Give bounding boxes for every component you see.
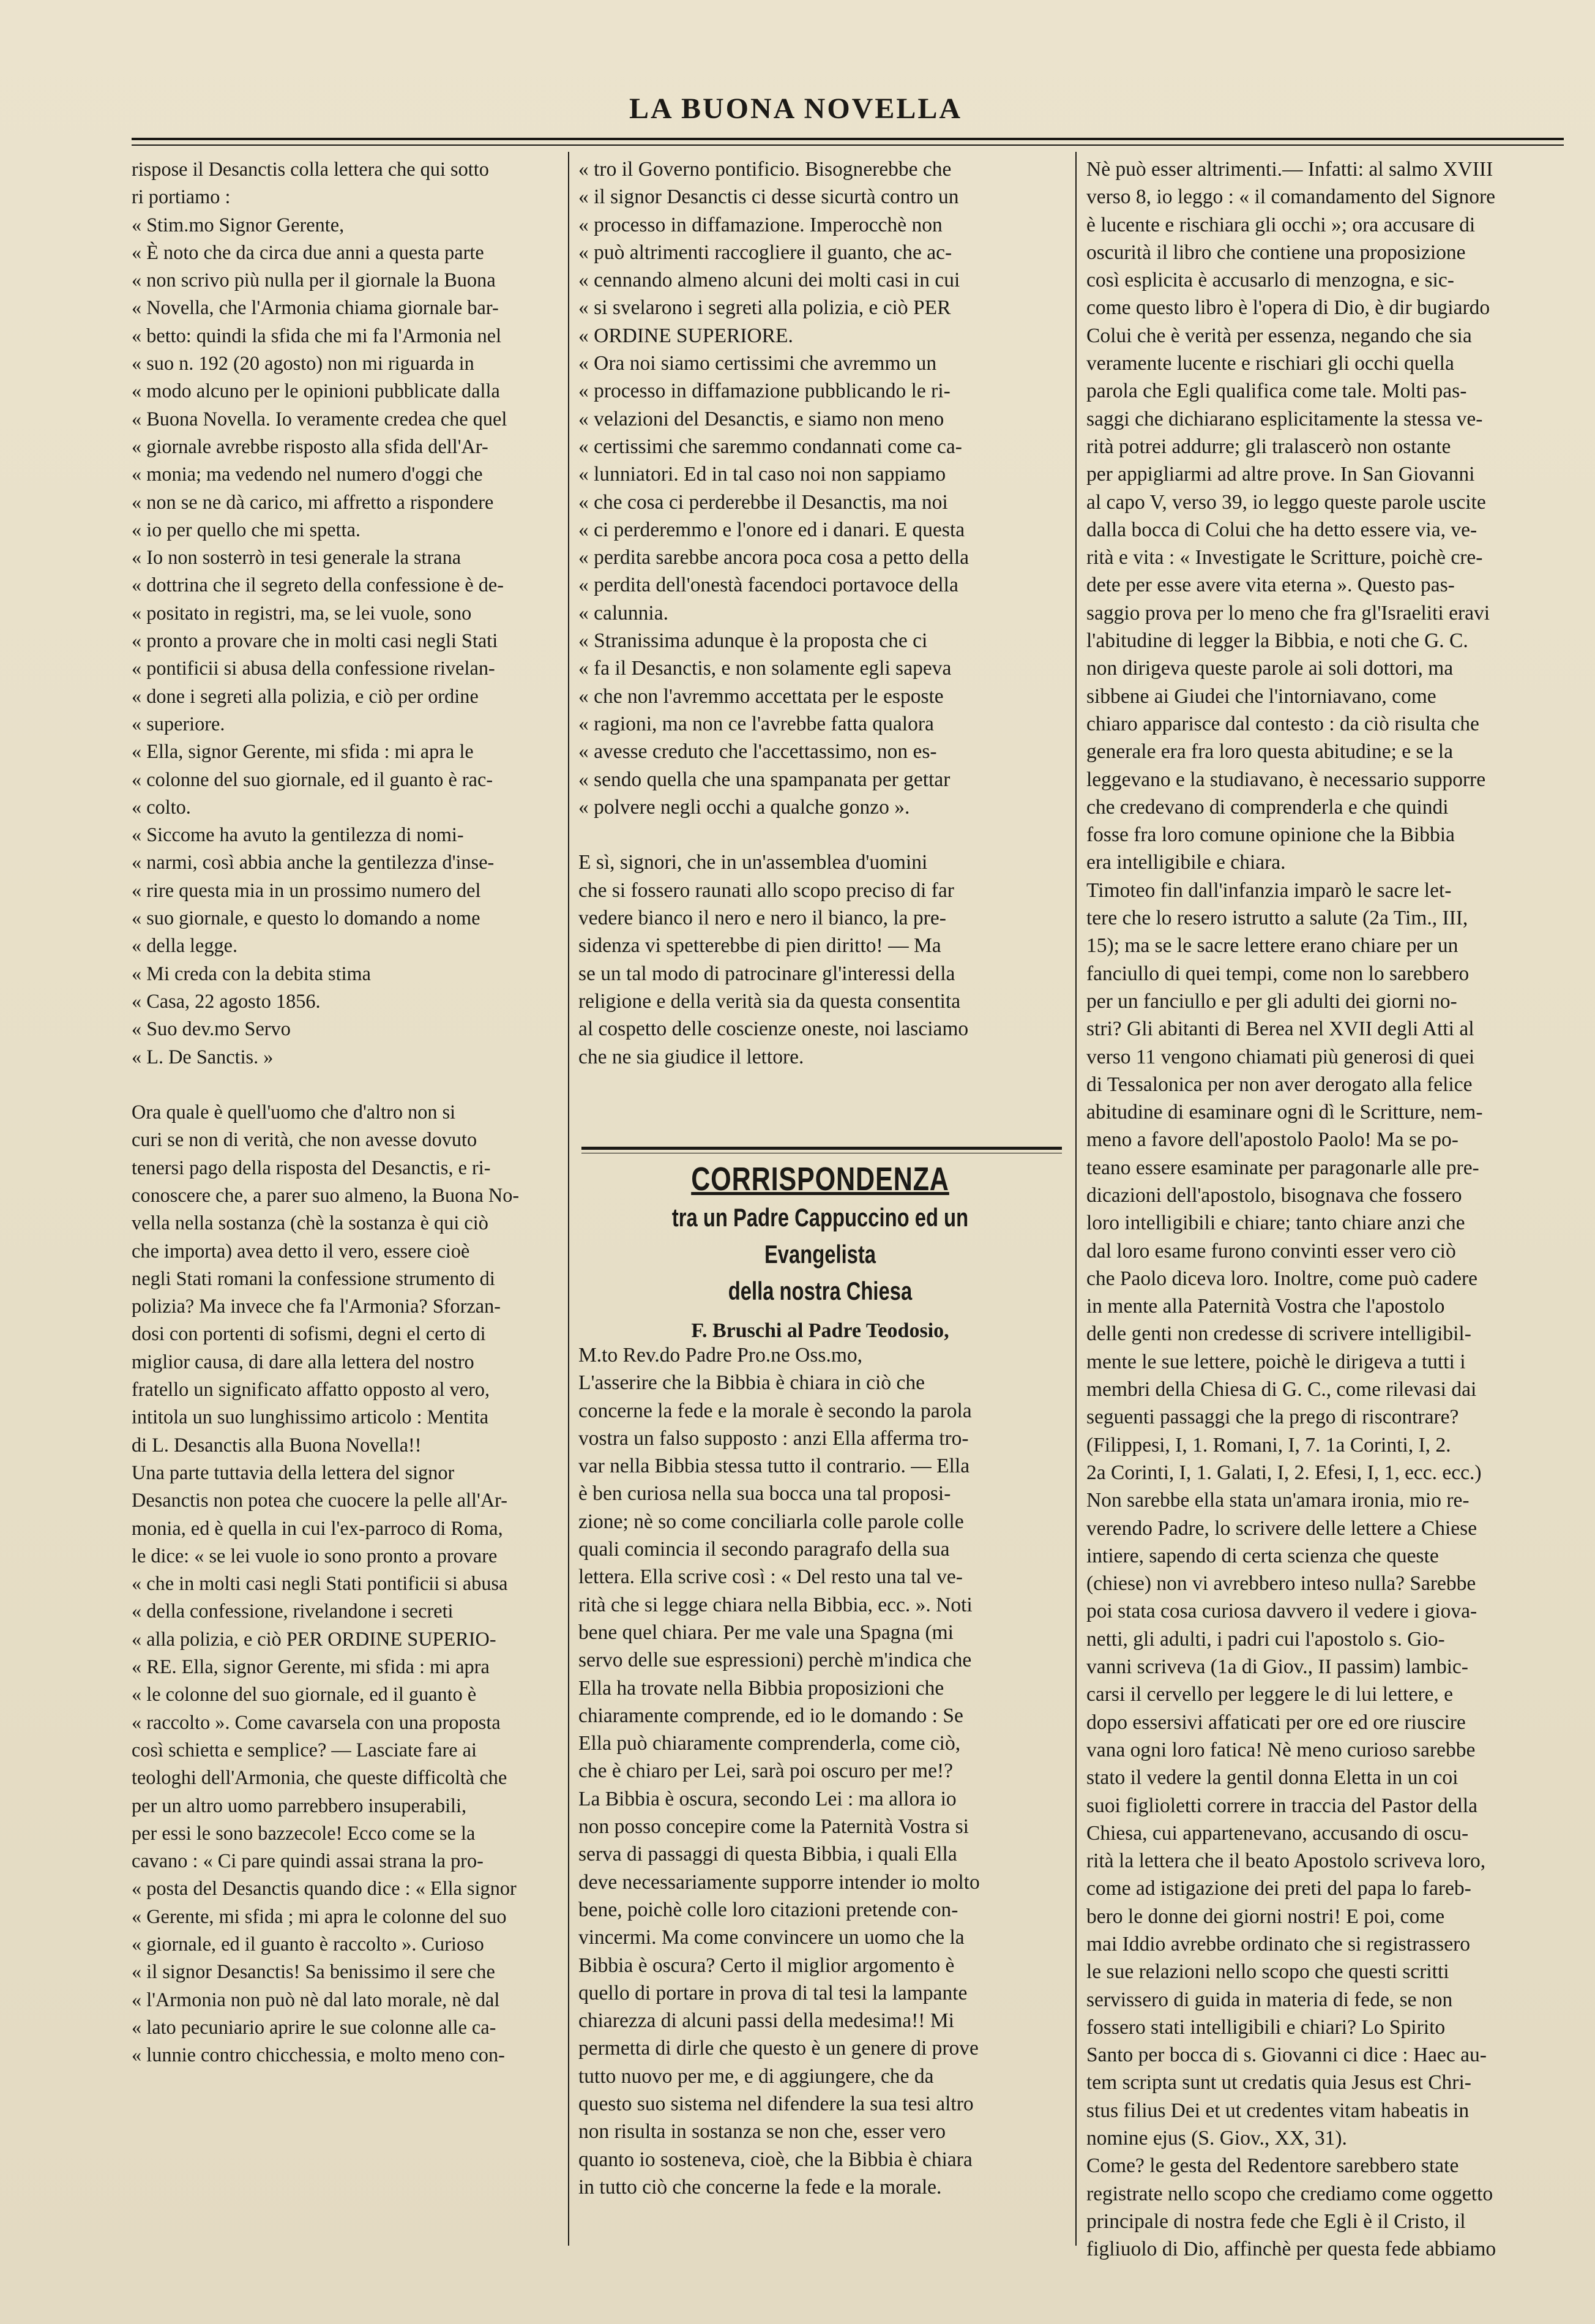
text-line: Ora quale è quell'uomo che d'altro non si (132, 1101, 456, 1123)
text-line: « certissimi che saremmo condannati come ca- (578, 435, 962, 458)
letter-heading: F. Bruschi al Padre Teodosio, (691, 1319, 949, 1342)
section-rule (581, 1147, 1062, 1150)
text-line: « colonne del suo giornale, ed il guanto è rac- (132, 768, 493, 790)
text-line: dete per esse avere vita eterna ». Questo pas- (1086, 574, 1455, 597)
text-line: di L. Desanctis alla Buona Novella!! (132, 1433, 422, 1456)
text-line: meno a favore dell'apostolo Paolo! Ma se po- (1086, 1128, 1459, 1152)
text-line: figliuolo di Dio, affinchè per questa fede abbiamo (1086, 2238, 1496, 2261)
text-line: le dice: « se lei vuole io sono pronto a provare (132, 1544, 498, 1567)
text-line: « done i segreti alla polizia, e ciò per ordine (132, 684, 479, 707)
text-line: « modo alcuno per le opinioni pubblicate dalla (132, 380, 500, 402)
text-line: carsi il cervello per leggere le di lui lettere, e (1086, 1683, 1453, 1706)
text-line: Ella può chiaramente comprenderla, come ciò, (578, 1732, 961, 1755)
text-line: miglior causa, di dare alla lettera del nostro (132, 1350, 474, 1373)
text-line: vostra un falso supposto : anzi Ella afferma tro- (578, 1426, 969, 1450)
text-line: intitola un suo lunghissimo articolo : Mentita (132, 1406, 489, 1428)
text-line: « monia; ma vedendo nel numero d'oggi che (132, 463, 483, 485)
text-line: chiaro apparisce dal contesto : da ciò risulta che (1086, 712, 1479, 735)
text-line: come questo libro è l'opera di Dio, è dir bugiardo (1086, 296, 1490, 320)
text-line: quanto io sosteneva, cioè, che la Bibbia è chiara (578, 2148, 973, 2171)
text-line: verso 8, io leggo : « il comandamento del Signore (1086, 186, 1496, 209)
text-line: come ad istigazione dei preti del papa lo fareb- (1086, 1877, 1471, 1900)
text-line: « Ella, signor Gerente, mi sfida : mi apra le (132, 740, 474, 763)
text-line: intiere, sapendo di certa scienza che queste (1086, 1544, 1439, 1567)
text-line: Una parte tuttavia della lettera del signor (132, 1461, 455, 1483)
text-line: « lunnie contro chicchessia, e molto meno con- (132, 2044, 505, 2066)
text-line: polizia? Ma invece che fa l'Armonia? Sforzan- (132, 1295, 501, 1318)
text-line: dopo essersivi affaticati per ore ed ore riuscire (1086, 1711, 1466, 1734)
text-line: « velazioni del Desanctis, e siamo non meno (578, 407, 944, 430)
text-line: « cennando almeno alcuni dei molti casi in cui (578, 269, 960, 292)
text-line: oscurità il libro che contiene una proposizione (1086, 241, 1466, 264)
text-line: serva di passaggi di questa Bibbia, i quali Ella (578, 1843, 957, 1866)
text-line: (Filippesi, I, 1. Romani, I, 7. 1a Corinti, I, 2. (1086, 1433, 1451, 1456)
text-line: Non sarebbe ella stata un'amara ironia, mio re- (1086, 1489, 1470, 1512)
text-line: « È noto che da circa due anni a questa parte (132, 241, 484, 263)
text-line: abitudine di esaminare ogni dì le Scritture, nem- (1086, 1101, 1483, 1124)
text-line: teologhi dell'Armonia, che queste difficoltà che (132, 1766, 507, 1789)
text-line: loro intelligibili e chiare; tanto chiare anzi che (1086, 1212, 1465, 1235)
text-line: E sì, signori, che in un'assemblea d'uomini (578, 851, 928, 874)
text-line: « superiore. (132, 712, 225, 735)
text-line: « si svelarono i segreti alla polizia, e ciò PER (578, 296, 951, 320)
text-line: « sendo quella che una spampanata per gettar (578, 768, 951, 791)
text-line: tem scripta sunt ut credatis quia Jesus est Chri- (1086, 2071, 1471, 2094)
text-line: Desanctis non potea che cuocere la pelle all'Ar- (132, 1489, 508, 1512)
text-line: 15); ma se le sacre lettere erano chiare per un (1086, 934, 1459, 958)
text-line: ri portiamo : (132, 186, 231, 208)
text-line: leggevano e la studiavano, è necessario supporre (1086, 768, 1486, 791)
text-line: « Gerente, mi sfida ; mi apra le colonne del suo (132, 1905, 507, 1927)
text-line: « RE. Ella, signor Gerente, mi sfida : mi apra (132, 1655, 490, 1678)
text-line: curi se non di verità, che non avesse dovuto (132, 1128, 477, 1151)
text-line: « Ora noi siamo certissimi che avremmo un (578, 352, 937, 375)
text-line: 2a Corinti, I, 1. Galati, I, 2. Efesi, I, 1, ecc. ecc.) (1086, 1461, 1482, 1484)
text-line: « processo in diffamazione. Imperocchè non (578, 213, 943, 236)
correspondence-header (578, 1159, 1062, 1349)
text-line: dal loro esame furono convinti esser vero ciò (1086, 1239, 1456, 1262)
text-line: tere che lo resero istrutto a salute (2a Tim., III, (1086, 907, 1468, 930)
text-line: « io per quello che mi spetta. (132, 518, 361, 541)
text-line: « lato pecuniario aprire le sue colonne alle ca- (132, 2015, 496, 2038)
text-line: « calunnia. (578, 601, 668, 624)
text-line: « alla polizia, e ciò PER ORDINE SUPERIO- (132, 1627, 496, 1650)
text-line: « della legge. (132, 934, 238, 957)
text-line: « ragioni, ma non ce l'avrebbe fatta qualora (578, 712, 934, 735)
text-line: « giornale avrebbe risposto alla sfida dell'Ar- (132, 435, 488, 457)
section-title: CORRISPONDENZA (691, 1161, 949, 1198)
column-1 (132, 156, 559, 2262)
text-line: concerne la fede e la morale è secondo la parola (578, 1399, 972, 1422)
text-line: membri della Chiesa di G. C., come rilevasi dai (1086, 1378, 1477, 1401)
masthead-title: LA BUONA NOVELLA (629, 92, 963, 125)
text-line: religione e della verità sia da questa consentita (578, 989, 961, 1013)
text-line: quali comincia il secondo paragrafo della sua (578, 1538, 950, 1561)
text-line: Timoteo fin dall'infanzia imparò le sacre let- (1086, 879, 1452, 902)
text-line: poi stata cosa curiosa davvero il vedere i giova- (1086, 1600, 1477, 1623)
text-line: « Suo dev.mo Servo (132, 1018, 291, 1040)
text-line: di Tessalonica per non aver derogato alla felice (1086, 1073, 1473, 1096)
text-line (578, 821, 1062, 849)
text-line: « non se ne dà carico, mi affretto a rispondere (132, 490, 494, 513)
text-line: « betto: quindi la sfida che mi fa l'Armonia nel (132, 324, 502, 347)
text-line: per appigliarmi ad altre prove. In San Giovanni (1086, 463, 1475, 486)
text-line: rispose il Desanctis colla lettera che qui sotto (132, 158, 489, 180)
text-line: bene quel chiara. Per me vale una Spagna (mi (578, 1621, 954, 1644)
text-line: La Bibbia è oscura, secondo Lei : ma allora io (578, 1787, 957, 1810)
text-line: « ORDINE SUPERIORE. (578, 324, 793, 347)
text-line: mente le sue lettere, poichè le dirigeva a tutti i (1086, 1350, 1466, 1373)
text-line: servissero di guida in materia di fede, se non (1086, 1988, 1453, 2011)
text-line: veramente lucente e rischiari gli occhi quella (1086, 352, 1454, 375)
text-line: « perdita sarebbe ancora poca cosa a petto della (578, 546, 969, 569)
text-line: tenersi pago della risposta del Desanctis, e ri- (132, 1156, 491, 1179)
text-line: bero le donne dei giorni nostri! E poi, come (1086, 1905, 1445, 1928)
text-line: vella nella sostanza (chè la sostanza è qui ciò (132, 1212, 488, 1234)
text-line (132, 1071, 559, 1098)
text-line: non dirigeva queste parole ai soli dottori, ma (1086, 657, 1454, 680)
text-line: « non scrivo più nulla per il giornale la Buona (132, 269, 496, 291)
masthead-rule (132, 138, 1564, 140)
text-line: per essi le sono bazzecole! Ecco come se la (132, 1821, 476, 1844)
text-line: saggio prova per lo meno che fra gl'Israeliti eravi (1086, 601, 1490, 624)
text-line: vana ogni loro fatica! Nè meno curioso sarebbe (1086, 1738, 1476, 1761)
text-line: cavano : « Ci pare quindi assai strana la pro- (132, 1850, 484, 1872)
text-line: verendo Padre, lo scrivere delle lettere a Chiese (1086, 1516, 1477, 1540)
text-line: « rire questa mia in un prossimo numero del (132, 879, 481, 901)
text-line: è ben curiosa nella sua bocca una tal proposi- (578, 1482, 951, 1505)
text-line: verso 11 vengono chiamati più generosi di quei (1086, 1045, 1475, 1068)
text-line: deve necessariamente supporre intender io molto (578, 1870, 980, 1894)
text-line: al cospetto delle coscienze oneste, noi lasciamo (578, 1018, 969, 1041)
text-line: che credevano di comprenderla e che quindi (1086, 795, 1449, 819)
text-line: « dottrina che il segreto della confessione è de- (132, 574, 504, 596)
text-line: chiarezza di alcuni passi della medesima!! Mi (578, 2009, 954, 2033)
text-line: sidenza vi spetterebbe di pien diritto! — Ma (578, 934, 941, 958)
text-line: « narmi, così abbia anche la gentilezza d'inse- (132, 851, 495, 874)
text-line: Come? le gesta del Redentore sarebbero state (1086, 2154, 1459, 2178)
text-line: « posta del Desanctis quando dice : « Ella signor (132, 1877, 517, 1900)
text-line: per un altro uomo parrebbero insuperabili, (132, 1794, 467, 1816)
text-line: « suo giornale, e questo lo domando a nome (132, 907, 480, 929)
text-line: teano essere esaminate per paragonarle alle pre- (1086, 1156, 1479, 1179)
text-line: che Paolo diceva loro. Inoltre, come può cadere (1086, 1267, 1478, 1290)
text-line: « che cosa ci perderebbe il Desanctis, ma noi (578, 490, 948, 514)
text-line: non posso concepire come la Paternità Vostra si (578, 1815, 969, 1839)
text-line: fratello un significato affatto opposto al vero, (132, 1378, 490, 1401)
text-line: Chiesa, cui appartenevano, accusando di oscu- (1086, 1821, 1469, 1845)
text-line: saggi che dichiarano esplicitamente la stessa ve- (1086, 407, 1483, 430)
text-line: « Stranissima adunque è la proposta che ci (578, 629, 928, 653)
text-line: sibbene ai Giudei che l'intorniavano, come (1086, 684, 1436, 708)
text-line: delle genti non credesse di scrivere intelligibil- (1086, 1322, 1471, 1346)
text-line: « perdita dell'onestà facendoci portavoce della (578, 574, 958, 597)
text-line: fosse fra loro comune opinione che la Bibbia (1086, 823, 1455, 847)
text-line: stato il vedere la gentil donna Eletta in un coi (1086, 1766, 1459, 1790)
text-line: « processo in diffamazione pubblicando le ri- (578, 380, 951, 403)
text-line: « Siccome ha avuto la gentilezza di nomi- (132, 823, 464, 846)
text-line: bene, poichè colle loro citazioni pretende con- (578, 1898, 958, 1921)
text-line: « che in molti casi negli Stati pontificii si abusa (132, 1572, 508, 1595)
text-line: lettera. Ella scrive così : « Del resto una tal ve- (578, 1565, 963, 1589)
text-line: « Novella, che l'Armonia chiama giornale bar- (132, 296, 499, 319)
text-line: « Mi creda con la debita stima (132, 962, 372, 984)
text-line: « le colonne del suo giornale, ed il guanto è (132, 1683, 477, 1706)
text-line: seguenti passaggi che la prego di riscontrare? (1086, 1406, 1459, 1429)
text-line: parola che Egli qualifica come tale. Molti pas- (1086, 380, 1467, 403)
text-line: rità che si legge chiara nella Bibbia, ecc. ». Noti (578, 1593, 973, 1616)
column-2 (578, 156, 1062, 1135)
text-line: che si fossero raunati allo scopo preciso di far (578, 879, 954, 902)
text-line: « pontificii si abusa della confessione rivelan- (132, 657, 495, 680)
text-line: « l'Armonia non può nè dal lato morale, nè dal (132, 1988, 500, 2011)
text-line: « il signor Desanctis ci desse sicurtà contro un (578, 186, 959, 209)
column-3 (1086, 156, 1570, 2262)
text-line: che importa) avea detto il vero, essere cioè (132, 1239, 470, 1262)
text-line: Nè può esser altrimenti.— Infatti: al salmo XVIII (1086, 158, 1493, 181)
text-line: monia, ed è quella in cui l'ex-parroco di Roma, (132, 1516, 503, 1539)
text-line: « positato in registri, ma, se lei vuole, sono (132, 601, 472, 624)
text-line: per un fanciullo e per gli adulti dei giorni no- (1086, 989, 1457, 1013)
text-line: L'asserire che la Bibbia è chiara in ciò che (578, 1371, 925, 1395)
text-line: rità la lettera che il beato Apostolo scriveva loro, (1086, 1850, 1486, 1873)
text-line: le sue relazioni nello scopo che questi scritti (1086, 1960, 1449, 1984)
text-line: servo delle sue espressioni) perchè m'indica che (578, 1649, 972, 1672)
text-line: mai Iddio avrebbe ordinato che si registrassero (1086, 1933, 1470, 1955)
text-line: se un tal modo di patrocinare gl'interessi della (578, 962, 955, 985)
text-line: « della confessione, rivelandone i secreti (132, 1600, 454, 1622)
text-line: Colui che è verità per essenza, negando che sia (1086, 324, 1472, 347)
text-line: suoi figlioletti correre in traccia del Pastor della (1086, 1794, 1478, 1817)
text-line: permetta di dirle che questo è un genere di prove (578, 2037, 979, 2060)
text-line: tutto nuovo per me, e di aggiungere, che da (578, 2064, 934, 2088)
text-line: chiaramente comprende, ed io le domando : Se (578, 1704, 963, 1727)
text-line: è lucente e rischiara gli occhi »; ora accusare di (1086, 213, 1476, 236)
text-line: « pronto a provare che in molti casi negli Stati (132, 629, 498, 652)
text-line: « colto. (132, 795, 191, 818)
text-line: « può altrimenti raccogliere il guanto, che ac- (578, 241, 952, 264)
text-line: « Stim.mo Signor Gerente, (132, 213, 345, 236)
text-line: vincermi. Ma come convincere un uomo che la (578, 1926, 965, 1949)
text-line: « Io non sosterrò in tesi generale la strana (132, 546, 461, 569)
text-line: « Casa, 22 agosto 1856. (132, 989, 321, 1012)
text-line: questo suo sistema nel difendere la sua tesi altro (578, 2093, 974, 2116)
text-line: nomine ejus (S. Giov., XX, 31). (1086, 2127, 1347, 2150)
text-line: var nella Bibbia stessa tutto il contrario. — Ella (578, 1455, 970, 1478)
text-line: « suo n. 192 (20 agosto) non mi riguarda in (132, 352, 474, 375)
text-line: « ci perderemmo e l'onore ed i danari. E questa (578, 518, 965, 541)
text-line: (chiese) non vi avrebbero inteso nulla? Sarebbe (1086, 1572, 1476, 1595)
text-line: netti, gli adulti, i padri cui l'apostolo s. Gio- (1086, 1627, 1445, 1651)
masthead-rule-thin (132, 144, 1564, 146)
text-line: « il signor Desanctis! Sa benissimo il sere che (132, 1960, 495, 1983)
column-divider (1075, 152, 1077, 2246)
text-line: registrate nello scopo che crediamo come oggetto (1086, 2182, 1493, 2205)
text-line: « tro il Governo pontificio. Bisognerebbe che (578, 158, 952, 181)
text-line: principale di nostra fede che Egli è il Cristo, il (1086, 2210, 1466, 2233)
text-line: era intelligibile e chiara. (1086, 851, 1286, 874)
text-line: Santo per bocca di s. Giovanni ci dice : Haec au- (1086, 2044, 1487, 2067)
text-line: generale era fra loro questa abitudine; e se la (1086, 740, 1453, 763)
text-line: rità e vita : « Investigate le Scritture, poichè cre- (1086, 546, 1483, 569)
section-subtitle: della nostra Chiesa (728, 1276, 913, 1305)
text-line: « fa il Desanctis, e non solamente egli sapeva (578, 657, 952, 680)
text-line: che ne sia giudice il lettore. (578, 1045, 804, 1068)
text-line: « polvere negli occhi a qualche gonzo ». (578, 795, 910, 819)
text-line: al capo V, verso 39, io leggo queste parole uscite (1086, 490, 1486, 514)
text-line: non risulta in sostanza se non che, esser vero (578, 2120, 946, 2143)
text-line: che è chiaro per Lei, sarà poi oscuro per me!? (578, 1760, 953, 1783)
text-line: dicazioni dell'apostolo, bisognava che fossero (1086, 1183, 1462, 1207)
text-line: vanni scriveva (1a di Giov., II passim) lambic- (1086, 1655, 1468, 1679)
text-line: in mente alla Paternità Vostra che l'apostolo (1086, 1295, 1445, 1318)
text-line: zione; nè so come conciliarla colle parole colle (578, 1510, 964, 1533)
text-line: « L. De Sanctis. » (132, 1045, 274, 1068)
column-2-letter (578, 1341, 1062, 2201)
text-line: « raccolto ». Come cavarsela con una proposta (132, 1711, 501, 1733)
text-line: Ella ha trovate nella Bibbia proposizioni che (578, 1676, 944, 1700)
section-subtitle: tra un Padre Cappuccino ed un Evangelista (671, 1203, 969, 1269)
text-line: quello di portare in prova di tal tesi la lampante (578, 1981, 968, 2004)
text-line: dosi con portenti di sofismi, degni el certo di (132, 1322, 486, 1345)
text-line: vedere bianco il nero e nero il bianco, la pre- (578, 907, 946, 930)
text-line: in tutto ciò che concerne la fede e la morale. (578, 2175, 942, 2198)
text-line: Bibbia è oscura? Certo il miglior argomento è (578, 1954, 955, 1977)
text-line: fanciullo di quei tempi, come non lo sarebbero (1086, 962, 1470, 985)
text-line: « lunniatori. Ed in tal caso noi non sappiamo (578, 463, 946, 486)
text-line: stri? Gli abitanti di Berea nel XVII degli Atti al (1086, 1018, 1474, 1041)
text-line: « Buona Novella. Io veramente credea che quel (132, 407, 507, 430)
text-line: dalla bocca di Colui che ha detto essere via, ve- (1086, 518, 1477, 541)
column-divider (568, 152, 569, 2246)
text-line: « avesse creduto che l'accettassimo, non es- (578, 740, 937, 763)
text-line: negli Stati romani la confessione strumento di (132, 1267, 495, 1289)
text-line: fossero stati intelligibili e chiari? Lo Spirito (1086, 2015, 1446, 2039)
text-line: M.to Rev.do Padre Pro.ne Oss.mo, (578, 1344, 863, 1366)
text-line: conoscere che, a parer suo almeno, la Buona No- (132, 1183, 520, 1206)
text-line: stus filius Dei et ut credentes vitam habeatis in (1086, 2099, 1470, 2122)
text-line: l'abitudine di legger la Bibbia, e noti che G. C. (1086, 629, 1468, 653)
text-line: così esplicita è accusarlo di menzogna, e sic- (1086, 269, 1454, 292)
text-line: « che non l'avremmo accettata per le esposte (578, 684, 944, 708)
text-line: rità potrei addurre; gli tralascerò non ostante (1086, 435, 1451, 458)
text-line: così schietta e semplice? — Lasciate fare ai (132, 1738, 477, 1761)
text-line: « giornale, ed il guanto è raccolto ». Curioso (132, 1933, 484, 1955)
